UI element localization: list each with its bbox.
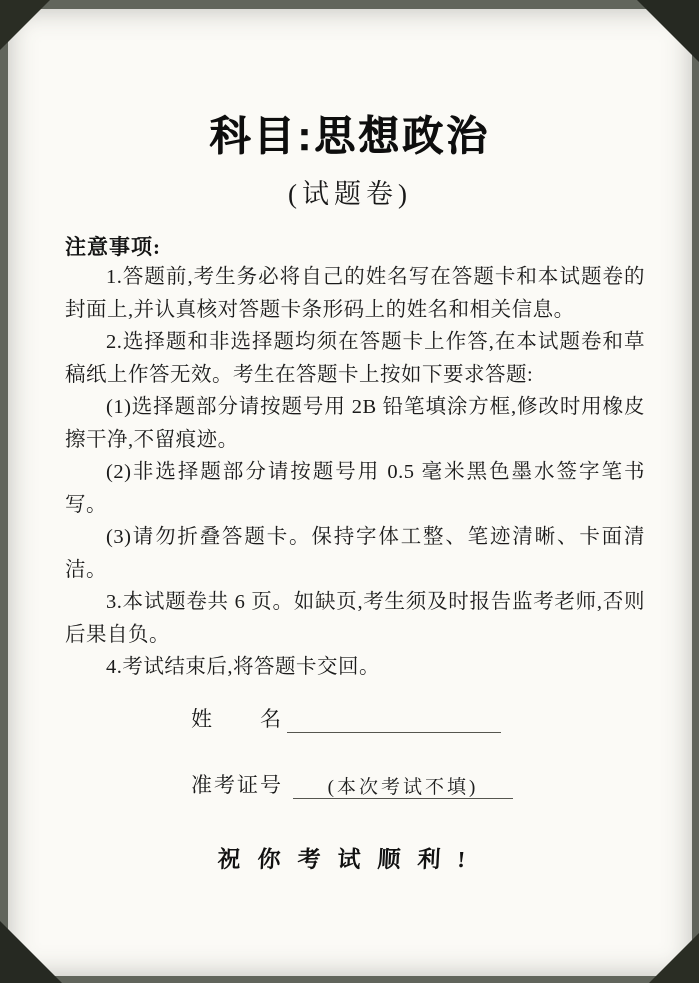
notice-paragraph: 2.选择题和非选择题均须在答题卡上作答,在本试题卷和草稿纸上作答无效。考生在答题卡上按如下要求答题:: [65, 331, 645, 386]
notice-paragraph: (2)非选择题部分请按题号用 0.5 毫米黑色墨水签字笔书写。: [65, 461, 645, 516]
photo-corner-top-right-decoration: [637, 0, 699, 62]
page-subtitle: (试题卷): [288, 179, 412, 209]
photo-corner-top-left-decoration: [0, 0, 50, 50]
name-label: 姓 名: [191, 707, 283, 731]
photo-corner-bottom-left-decoration: [0, 921, 62, 983]
footer-blessing: 祝你考试顺利!: [216, 847, 483, 872]
admission-label: 准考证号: [191, 773, 283, 797]
name-field-row: [191, 703, 501, 733]
notice-paragraph: 4.考试结束后,将答题卡交回。: [106, 656, 380, 678]
notice-paragraph: 3.本试题卷共 6 页。如缺页,考生须及时报告监考老师,否则后果自负。: [65, 591, 645, 646]
page-title: 科目:思想政治: [209, 113, 491, 159]
notice-paragraph: (3)请勿折叠答题卡。保持字体工整、笔迹清晰、卡面清洁。: [65, 526, 645, 581]
paper-sheet: [8, 9, 692, 976]
admission-field-row: [191, 769, 513, 799]
photo-corner-bottom-right-decoration: [649, 933, 699, 983]
notice-list: [65, 261, 645, 684]
admission-blank-line: [293, 772, 513, 799]
notice-paragraph: 1.答题前,考生务必将自己的姓名写在答题卡和本试题卷的封面上,并认真核对答题卡条形码上的姓名和相关信息。: [65, 266, 645, 321]
name-blank-line: [287, 706, 501, 733]
notice-heading: 注意事项:: [65, 235, 161, 259]
notice-paragraph: (1)选择题部分请按题号用 2B 铅笔填涂方框,修改时用橡皮擦干净,不留痕迹。: [65, 396, 645, 451]
admission-note: (本次考试不填): [327, 777, 479, 798]
